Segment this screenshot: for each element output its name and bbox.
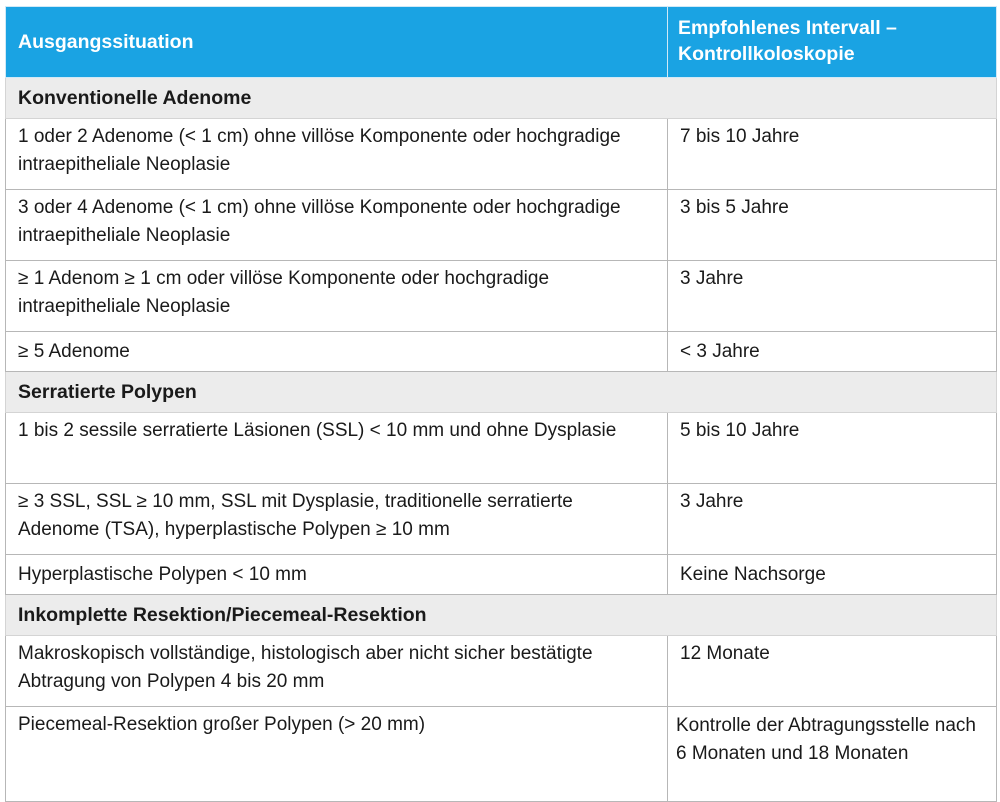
table-row <box>6 636 997 707</box>
section-title: Inkomplette Resektion/Piecemeal-Resektion <box>6 595 997 636</box>
interval-cell: 3 Jahre <box>668 261 997 332</box>
interval-cell: Kontrolle der Abtragungsstelle nach 6 Monaten und 18 Monaten <box>668 707 997 802</box>
header-situation: Ausgangssituation <box>6 7 668 78</box>
interval-cell: < 3 Jahre <box>668 332 997 372</box>
situation-cell: Hyperplastische Polypen < 10 mm <box>6 555 668 595</box>
surveillance-table <box>5 6 997 802</box>
section-title: Konventionelle Adenome <box>6 78 997 119</box>
table-row <box>6 119 997 190</box>
table-row <box>6 555 997 595</box>
header-row <box>6 7 997 78</box>
interval-cell: 3 Jahre <box>668 484 997 555</box>
situation-cell: 1 bis 2 sessile serratierte Läsionen (SSL) < 10 mm und ohne Dysplasie <box>6 413 668 484</box>
table-row <box>6 484 997 555</box>
section-row-serrated-polyps <box>6 372 997 413</box>
table-row <box>6 332 997 372</box>
interval-cell: 5 bis 10 Jahre <box>668 413 997 484</box>
section-row-conventional-adenomas <box>6 78 997 119</box>
section-row-incomplete-resection <box>6 595 997 636</box>
situation-cell: ≥ 1 Adenom ≥ 1 cm oder villöse Komponente oder hochgradige intraepitheliale Neoplasie <box>6 261 668 332</box>
table-row <box>6 707 997 802</box>
section-title: Serratierte Polypen <box>6 372 997 413</box>
header-interval: Empfohlenes Intervall – Kontrollkoloskopie <box>668 7 997 78</box>
interval-cell: Keine Nachsorge <box>668 555 997 595</box>
table-row <box>6 261 997 332</box>
interval-cell: 12 Monate <box>668 636 997 707</box>
table-row <box>6 190 997 261</box>
situation-cell: ≥ 3 SSL, SSL ≥ 10 mm, SSL mit Dysplasie, traditionelle serratierte Adenome (TSA), hyperplastische Polypen ≥ 10 mm <box>6 484 668 555</box>
interval-cell: 7 bis 10 Jahre <box>668 119 997 190</box>
table-row <box>6 413 997 484</box>
interval-cell: 3 bis 5 Jahre <box>668 190 997 261</box>
situation-cell: 3 oder 4 Adenome (< 1 cm) ohne villöse Komponente oder hochgradige intraepitheliale Neoplasie <box>6 190 668 261</box>
situation-cell: Piecemeal-Resektion großer Polypen (> 20 mm) <box>6 707 668 802</box>
situation-cell: ≥ 5 Adenome <box>6 332 668 372</box>
situation-cell: 1 oder 2 Adenome (< 1 cm) ohne villöse Komponente oder hochgradige intraepitheliale Neoplasie <box>6 119 668 190</box>
situation-cell: Makroskopisch vollständige, histologisch aber nicht sicher bestätigte Abtragung von Polypen 4 bis 20 mm <box>6 636 668 707</box>
